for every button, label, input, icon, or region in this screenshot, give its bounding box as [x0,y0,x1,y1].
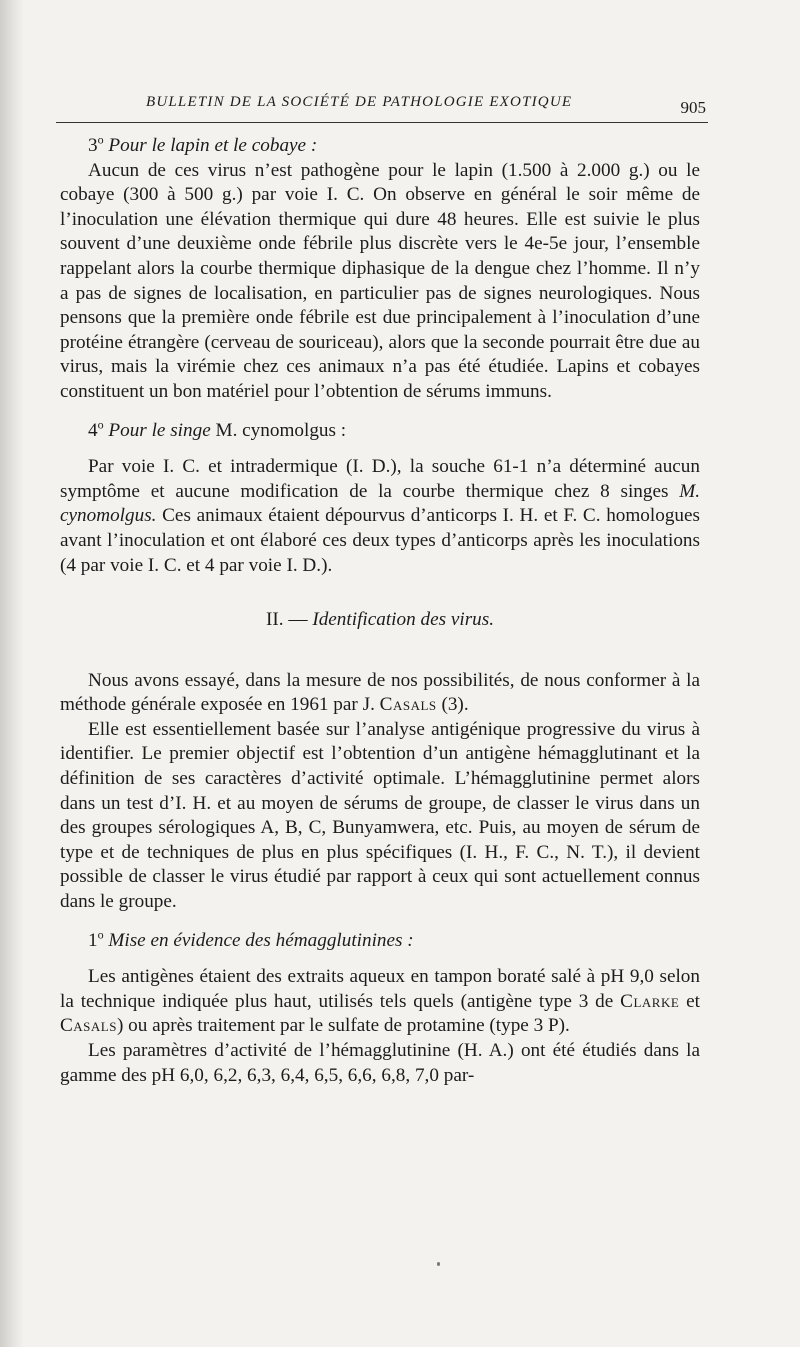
intro-paragraph-2: Elle est essentiellement basée sur l’analyse antigénique progressive du virus à identifier. Le premier objectif est l’obtention d’un antigène hémagglutinant et la définition de ses caractères d’activité optimale. L’hémagglutinine permet alors dans un test d’I. H. et au moyen de sérums de groupe, de classer le virus dans un des groupes sérologiques A, B, C, Bunyamwera, etc. Puis, au moyen de sérum de type et de techniques de plus en plus spécifiques (I. H., F. C., N. T.), il devient possible de classer le virus étudié par rapport à ceux qui sont actuellement connus dans le groupe. [60,718,700,913]
author-clarke: Clarke [620,990,680,1012]
section-2-heading [60,608,700,633]
antigens-text-c: ) ou après traitement par le sulfate de protamine (type 3 P). [116,1015,570,1037]
intro-1-text: Nous avons essayé, dans la mesure de nos possibilités, de nous conformer à la méthode générale exposée en 1961 par J. [60,669,700,716]
author-casals: Casals [379,694,437,716]
subsection-1-title: Mise en évidence des hémagglutinines : [108,929,414,951]
page-edge-shadow [0,0,24,1347]
running-title: BULLETIN DE LA SOCIÉTÉ DE PATHOLOGIE EXOTIQUE [146,94,573,110]
print-speck [437,1262,440,1266]
subsection-4-text-a: Par voie I. C. et intradermique (I. D.), la souche 61-1 n’a déterminé aucun symptôme et aucune modification de la courbe thermique chez 8 singes [60,456,700,502]
subsection-1-number: 1 [88,929,98,951]
subsection-4-species-text: M. cynomolgus. [60,480,700,527]
subsection-3-title: Pour le lapin et le cobaye : [108,135,318,156]
subsection-4-heading: 4$^o$ Pour le singe M. cynomolgus : [88,417,347,441]
page-number: 905 [680,98,706,117]
subsection-3-paragraph: Aucun de ces virus n’est pathogène pour le lapin (1.500 à 2.000 g.) ou le cobaye (300 à 500 g.) par voie I. C. On observe en général le soir même de l’inoculation une élévation thermique qui dure 48 heures. Elle est suivie le plus souvent d’une deuxième onde fébrile plus discrète vers le 4e-5e jour, l’ensemble rappelant alors la courbe thermique diphasique de la dengue chez l’homme. Il n’y a pas de signes de localisation, en particulier pas de signes neurologiques. Nous pensons que la première onde fébrile est due principalement à l’inoculation d’une protéine étrangère (cerveau de souriceau), alors que la seconde pourrait être due au virus, mais la virémie chez ces animaux n’a pas été étudiée. Lapins et cobayes constituent un bon matériel pour l’obtention de sérums immuns. [60,159,700,402]
section-2-title: Identification des virus. [312,609,495,631]
subsection-1-heading: 1$^o$ Mise en évidence des hémagglutinines : [88,927,414,951]
subsection-3-heading: 3$^o$ Pour le lapin et le cobaye : [88,132,318,156]
section-2-numeral: II. — [265,609,308,631]
parameters-paragraph: Les paramètres d’activité de l’hémagglutinine (H. A.) ont été étudiés dans la gamme des pH 6,0, 6,2, 6,3, 6,4, 6,5, 6,6, 6,8, 7,0 par- [60,1040,700,1086]
intro-paragraph-1 [60,669,700,718]
page-body [60,134,700,1088]
subsection-4-species: M. cynomolgus : [215,419,347,441]
subsection-4-text-b: Ces animaux étaient dépourvus d’anticorps I. H. et F. C. homologues avant l’inoculation et ont élaboré ces deux types d’anticorps après les inoculations (4 par voie I. C. et 4 par voie I. D.). [60,505,700,576]
running-header [56,92,708,123]
subsection-4-paragraph [60,455,700,578]
antigens-paragraph [60,965,700,1039]
subsection-4-title: Pour le singe [108,419,211,441]
subsection-3-number: 3 [88,135,98,156]
antigens-text-a: Les antigènes étaient des extraits aqueux en tampon boraté salé à pH 9,0 selon la technique indiquée plus haut, utilisés tels quels (antigène type 3 de [60,966,700,1012]
subsection-4-number: 4 [88,419,98,441]
antigens-text-b: et [686,990,701,1012]
author-casals-2: Casals [60,1015,117,1037]
reference-3: (3). [441,694,469,716]
